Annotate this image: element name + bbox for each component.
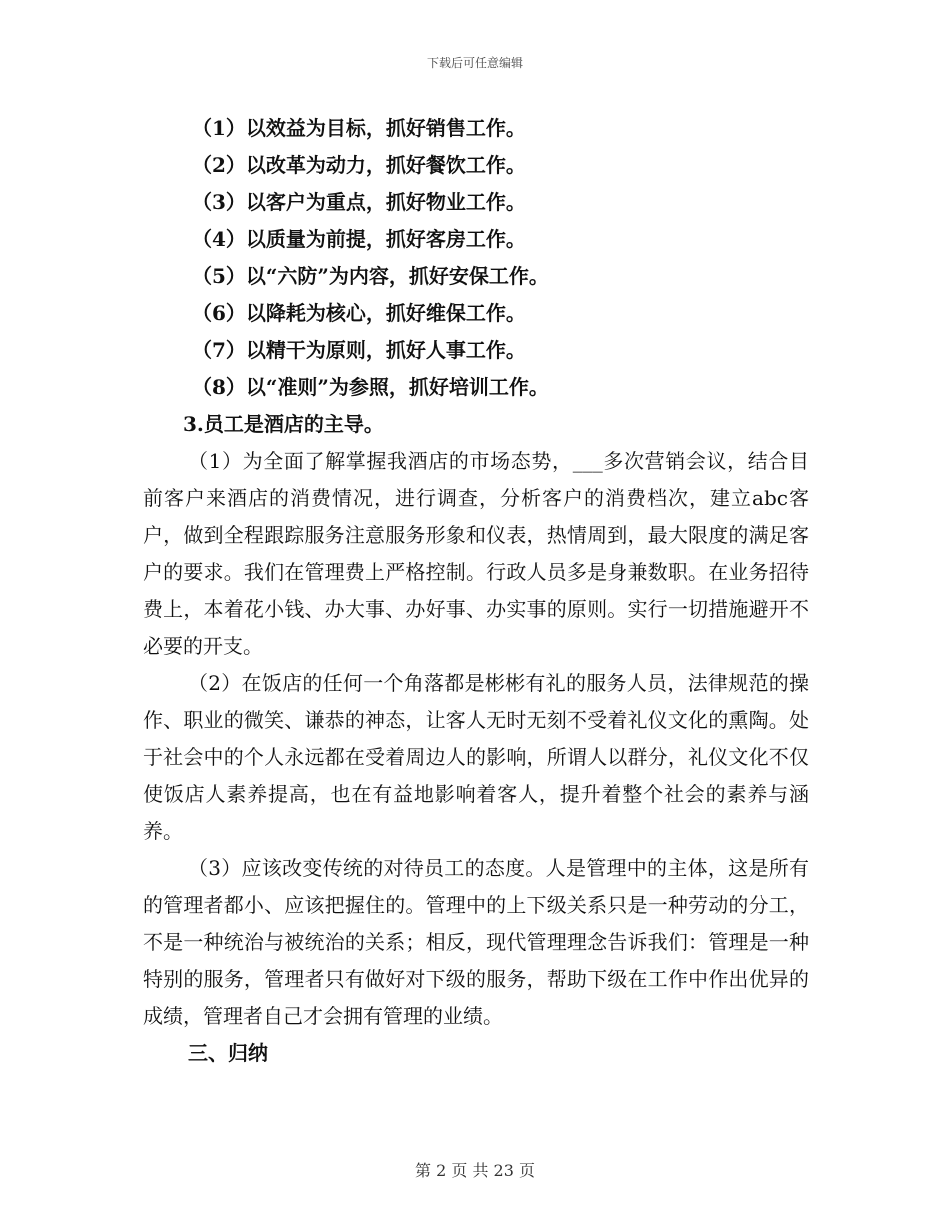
paragraph-2: （2）在饭店的任何一个角落都是彬彬有礼的服务人员，法律规范的操作、职业的微笑、谦恭的神态，让客人无时无刻不受着礼仪文化的熏陶。处于社会中的个人永远都在受着周边人的影响，所谓人以群分，礼仪文化不仅使饭店人素养提高，也在有益地影响着客人，提升着整个社会的素养与涵养。 — [143, 671, 809, 843]
list-item-8: （8）以“准则”为参照，抓好培训工作。 — [192, 375, 549, 399]
list-item-4: （4）以质量为前提，抓好客房工作。 — [192, 227, 526, 251]
list-item-7: （7）以精干为原则，抓好人事工作。 — [192, 338, 526, 362]
document-body — [143, 110, 809, 1072]
paragraph-1: （1）为全面了解掌握我酒店的市场态势，___多次营销会议，结合目前客户来酒店的消费情况，进行调查，分析客户的消费档次，建立abc客户，做到全程跟踪服务注意服务形象和仪表，热情周到，最大限度的满足客户的要求。我们在管理费上严格控制。行政人员多是身兼数职。在业务招待费上，本着花小钱、办大事、办好事、办实事的原则。实行一切措施避开不必要的开支。 — [143, 449, 809, 658]
paragraph-3: （3）应该改变传统的对待员工的态度。人是管理中的主体，这是所有的管理者都小、应该把握住的。管理中的上下级关系只是一种劳动的分工，不是一种统治与被统治的关系；相反，现代管理理念告诉我们：管理是一种特别的服务，管理者只有做好对下级的服务，帮助下级在工作中作出优异的成绩，管理者自己才会拥有管理的业绩。 — [143, 856, 809, 1028]
section-title: 3.员工是酒店的主导。 — [183, 412, 384, 436]
list-item-2: （2）以改革为动力，抓好餐饮工作。 — [192, 153, 526, 177]
list-item-6: （6）以降耗为核心，抓好维保工作。 — [192, 301, 526, 325]
final-heading: 三、归纳 — [188, 1041, 268, 1065]
page-footer: 第 2 页 共 23 页 — [415, 1161, 535, 1180]
list-item-5: （5）以“六防”为内容，抓好安保工作。 — [192, 264, 549, 288]
list-item-1: （1）以效益为目标，抓好销售工作。 — [192, 116, 526, 140]
page-header: 下载后可任意编辑 — [426, 56, 523, 70]
list-item-3: （3）以客户为重点，抓好物业工作。 — [192, 190, 526, 214]
